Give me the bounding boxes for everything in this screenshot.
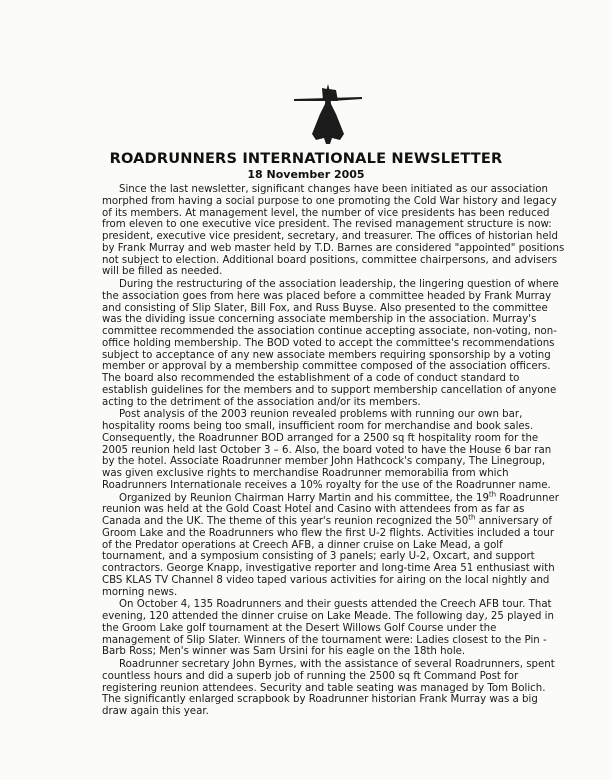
newsletter-title: ROADRUNNERS INTERNATIONALE NEWSLETTER	[109, 150, 503, 167]
paragraph-restructuring: During the restructuring of the association leadership, the lingering question of where the association goes from here was placed before a committee headed by Frank Murray and consisting of Slip Slater, Bill Fox, and Russ Buyse. Also presented to the committee was the dividing issue concerning associate membership in the association. Murray's committee recommended the association continue accepting associate, non-voting, non-office holding membership. The BOD voted to accept the committee's recommendations subject to acceptance of any new associate members requiring sponsorship by a voting member or approval by a membership committee composed of the association officers. The board also recommended the establishment of a code of conduct standard to establish guidelines for the members and to support membership cancellation of anyone acting to the detriment of the association and/or its members.	[102, 279, 559, 408]
aircraft-logo-icon	[292, 80, 364, 146]
paragraph-post-analysis: Post analysis of the 2003 reunion revealed problems with running our own bar, hospitality rooms being too small, insufficient room for merchandise and book sales. Consequently, the Roadrunner BOD arranged for a 2500 sq ft hospitality room for the 2005 reunion held last October 3 – 6. Also, the board voted to have the House 6 bar ran by the hotel. Associate Roadrunner member John Hathcock's company, The Linegroup, was given exclusive rights to merchandise Roadrunner memorabilia from which Roadrunners Internationale receives a 10% royalty for the use of the Roadrunner name.	[102, 409, 552, 491]
newsletter-date: 18 November 2005	[247, 168, 365, 181]
newsletter-body	[102, 184, 566, 719]
paragraph-leadership-changes: Since the last newsletter, significant changes have been initiated as our association morphed from having a social purpose to one promoting the Cold War history and legacy of its members. At management level, the number of vice presidents has been reduced from eleven to one executive vice president. The revised management structure is now: president, executive vice president, secretary, and treasurer. The offices of historian held by Frank Murray and web master held by T.D. Barnes are considered "appointed" positions not subject to election. Additional board positions, committee chairpersons, and advisers will be filled as needed.	[102, 184, 565, 278]
paragraph-october-events: On October 4, 135 Roadrunners and their guests attended the Creech AFB tour. That evening, 120 attended the dinner cruise on Lake Meade. The following day, 25 played in the Groom Lake golf tournament at the Desert Willows Golf Course under the management of Slip Slater. Winners of the tournament were: Ladies closest to the Pin - Barb Ross; Men's winner was Sam Ursini for his eagle on the 18th hole.	[102, 599, 554, 658]
paragraph-reunion: Organized by Reunion Chairman Harry Martin and his committee, the 19th Roadrunner reunion was held at the Gold Coast Hotel and Casino with attendees from as far as Canada and the UK. The theme of this year's reunion recognized the 50th anniversary of Groom Lake and the Roadrunners who flew the first U-2 flights. Activities included a tour of the Predator operations at Creech AFB, a dinner cruise on Lake Mead, a golf tournament, and a symposium consisting of 3 panels; early U-2, Oxcart, and support contractors. George Knapp, investigative reporter and long-time Area 51 enthusiast with CBS KLAS TV Channel 8 video taped various activities for airing on the local nightly and morning news.	[102, 490, 559, 598]
paragraph-command-post: Roadrunner secretary John Byrnes, with the assistance of several Roadrunners, spent countless hours and did a superb job of running the 2500 sq ft Command Post for registering reunion attendees. Security and table seating was managed by Tom Bolich. The significantly enlarged scrapbook by Roadrunner historian Frank Murray was a big draw again this year.	[102, 659, 555, 717]
